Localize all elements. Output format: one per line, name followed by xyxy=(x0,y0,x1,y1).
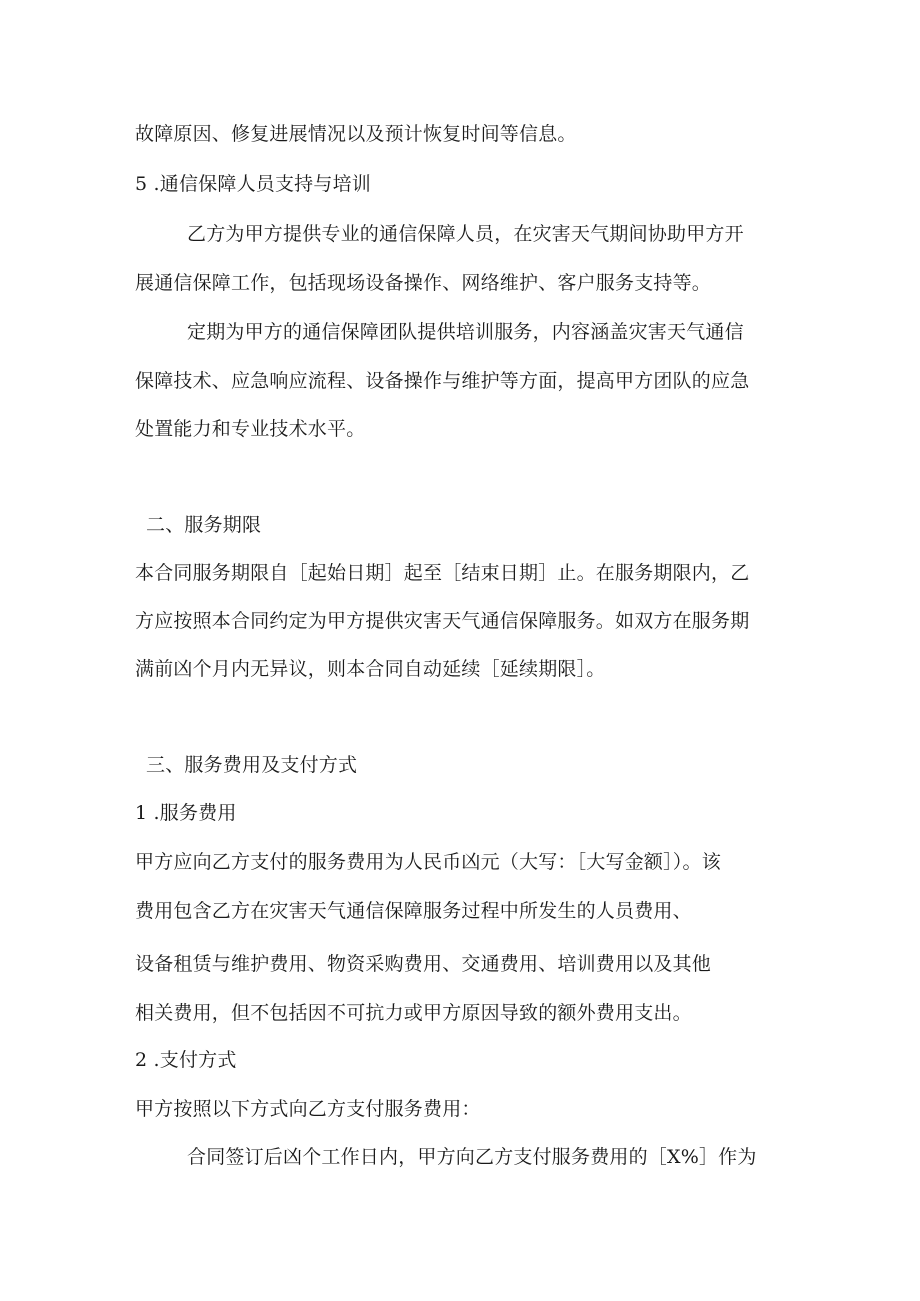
paragraph-line: 甲方应向乙方支付的服务费用为人民币凶元（大写：［大写金额］）。该 xyxy=(135,851,721,873)
paragraph-line: 合同签订后凶个工作日内，甲方向乙方支付服务费用的［X%］作为 xyxy=(187,1146,757,1168)
paragraph-line: 方应按照本合同约定为甲方提供灾害天气通信保障服务。如双方在服务期 xyxy=(135,610,750,632)
paragraph-line: 甲方按照以下方式向乙方支付服务费用： xyxy=(135,1098,481,1120)
paragraph-line: 保障技术、应急响应流程、设备操作与维护等方面，提高甲方团队的应急 xyxy=(135,370,750,392)
subsection-heading-2: 2 .支付方式 xyxy=(135,1049,237,1071)
paragraph-line: 费用包含乙方在灾害天气通信保障服务过程中所发生的人员费用、 xyxy=(135,900,692,922)
paragraph-line: 展通信保障工作，包括现场设备操作、网络维护、客户服务支持等。 xyxy=(135,272,712,294)
section-heading-5: 5 .通信保障人员支持与培训 xyxy=(135,173,371,195)
paragraph-line: 乙方为甲方提供专业的通信保障人员，在灾害天气期间协助甲方开 xyxy=(187,223,744,245)
paragraph-line: 设备租赁与维护费用、物资采购费用、交通费用、培训费用以及其他 xyxy=(135,953,712,975)
paragraph-line: 满前凶个月内无异议，则本合同自动延续［延续期限］。 xyxy=(135,658,606,680)
paragraph-line: 相关费用，但不包括因不可抗力或甲方原因导致的额外费用支出。 xyxy=(135,1002,692,1024)
section-heading-service-term: 二、服务期限 xyxy=(146,514,262,536)
subsection-heading-1: 1 .服务费用 xyxy=(135,802,237,824)
paragraph-line: 处置能力和专业技术水平。 xyxy=(135,418,366,440)
paragraph-line: 定期为甲方的通信保障团队提供培训服务，内容涵盖灾害天气通信 xyxy=(187,321,744,343)
paragraph-line: 本合同服务期限自［起始日期］起至［结束日期］止。在服务期限内，乙 xyxy=(135,562,750,584)
section-heading-fees-payment: 三、服务费用及支付方式 xyxy=(146,754,358,776)
paragraph-line: 故障原因、修复进展情况以及预计恢复时间等信息。 xyxy=(135,123,577,145)
